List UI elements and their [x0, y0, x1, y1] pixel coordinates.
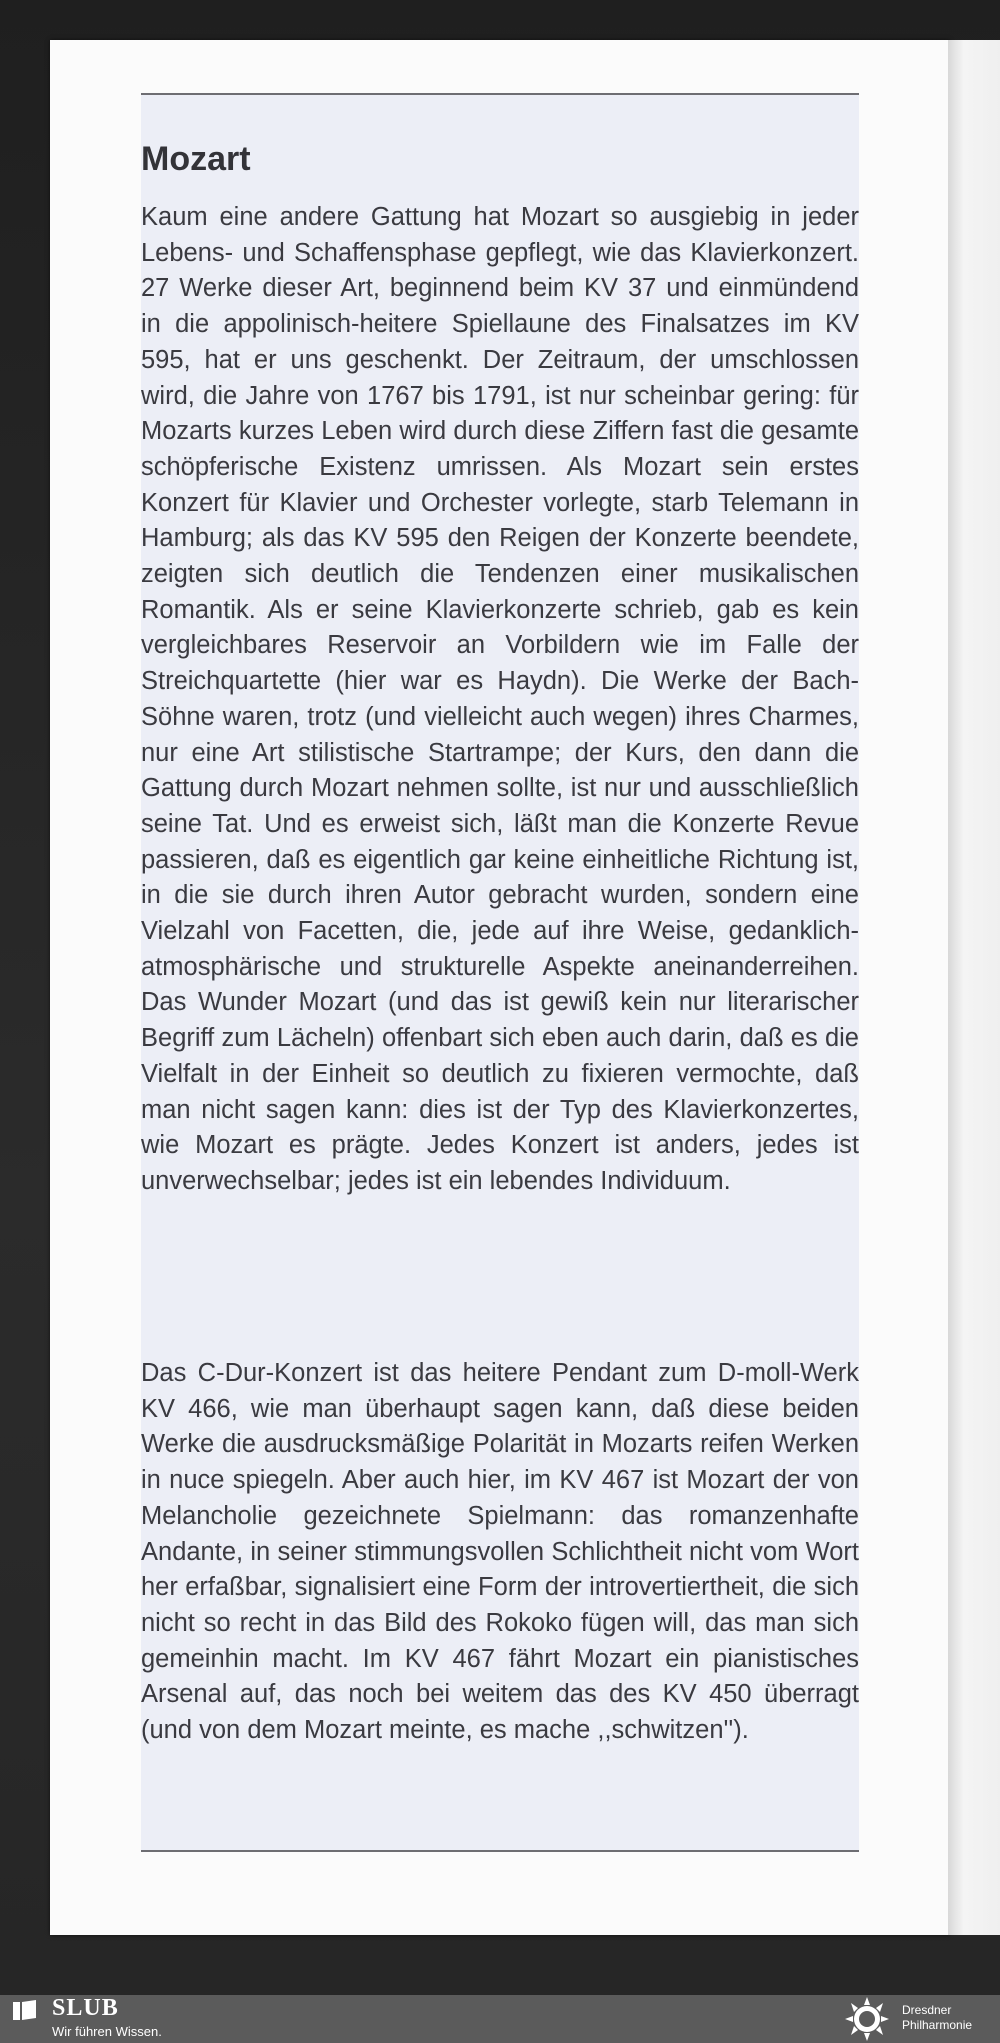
- sunburst-logo-icon[interactable]: [840, 1997, 894, 2041]
- paragraph-1: Kaum eine andere Gattung hat Mozart so ausgiebig in jeder Lebens- und Schaffensphase gepflegt, wie das Klavierkonzert. 27 Werke dieser Art, beginnend beim KV 37 und einmündend in die appolinisch-heitere Spiellaune des Finalsatzes im KV 595, hat er uns geschenkt. Der Zeitraum, der umschlossen wird, die Jahre von 1767 bis 1791, ist nur scheinbar gering: für Mozarts kurzes Leben wird durch diese Ziffern fast die gesamte schöpferische Existenz umrissen. Als Mozart sein erstes Konzert für Klavier und Orchester vorlegte, starb Telemann in Hamburg; als das KV 595 den Reigen der Konzerte beendete, zeigten sich deutlich die Tendenzen einer musikalischen Romantik. Als er seine Klavierkonzerte schrieb, gab es kein vergleichbares Reservoir an Vorbildern wie im Falle der Streichquartette (hier war es Haydn). Die Werke der Bach-Söhne waren, trotz (und vielleicht auch wegen) ihres Charmes, nur eine Art stilistische Startrampe; der Kurs, den dann die Gattung durch Mozart nehmen sollte, ist nur und ausschließlich seine Tat. Und es erweist sich, läßt man die Konzerte Revue passieren, daß es eigentlich gar keine einheitliche Richtung ist, in die sie durch ihren Autor gebracht wurden, sondern eine Vielzahl von Facetten, die, jede auf ihre Weise, gedanklich-atmosphärische und strukturelle Aspekte aneinanderreihen. Das Wunder Mozart (und das ist gewiß kein nur literarischer Begriff zum Lächeln) offenbart sich eben auch darin, daß es die Vielfalt in der Einheit so deutlich zu fixieren vermochte, daß man nicht sagen kann: dies ist der Typ des Klavierkonzertes, wie Mozart es prägte. Jedes Konzert ist anders, jedes ist unverwechselbar; jedes ist ein lebendes Individuum.: [141, 203, 859, 1195]
- partner-name-line1: Dresdner: [902, 2003, 952, 2017]
- next-page-edge: [948, 40, 1000, 1935]
- article-title: Mozart: [141, 140, 251, 178]
- bottom-rule: [141, 1850, 859, 1852]
- top-rule: [141, 93, 859, 95]
- book-icon: [12, 2000, 38, 2022]
- library-tagline: Wir führen Wissen.: [52, 2024, 162, 2039]
- paragraph-2: Das C-Dur-Konzert ist das heitere Pendant zum D-moll-Werk KV 466, wie man überhaupt sagen kann, daß diese beiden Werke die ausdrucksmäßige Polarität in Mozarts reifen Werken in nuce spiegeln. Aber auch hier, im KV 467 ist Mozart der von Melancholie gezeichnete Spielmann: das romanzenhafte Andante, in seiner stimmungsvollen Schlichtheit nicht vom Wort her erfaßbar, signalisiert eine Form der introvertiertheit, die sich nicht so recht in das Bild des Rokoko fügen will, das man sich gemeinhin macht. Im KV 467 fährt Mozart ein pianistisches Arsenal auf, das noch bei weitem das des KV 450 überragt (und von dem Mozart meinte, es mache ,,schwitzen'').: [141, 1359, 859, 1745]
- viewer-footer-bar: [0, 1995, 1000, 2043]
- partner-name: [902, 2003, 1000, 2033]
- library-logo-text[interactable]: SLUB: [52, 1995, 119, 2021]
- partner-name-line2: Philharmonie: [902, 2018, 973, 2032]
